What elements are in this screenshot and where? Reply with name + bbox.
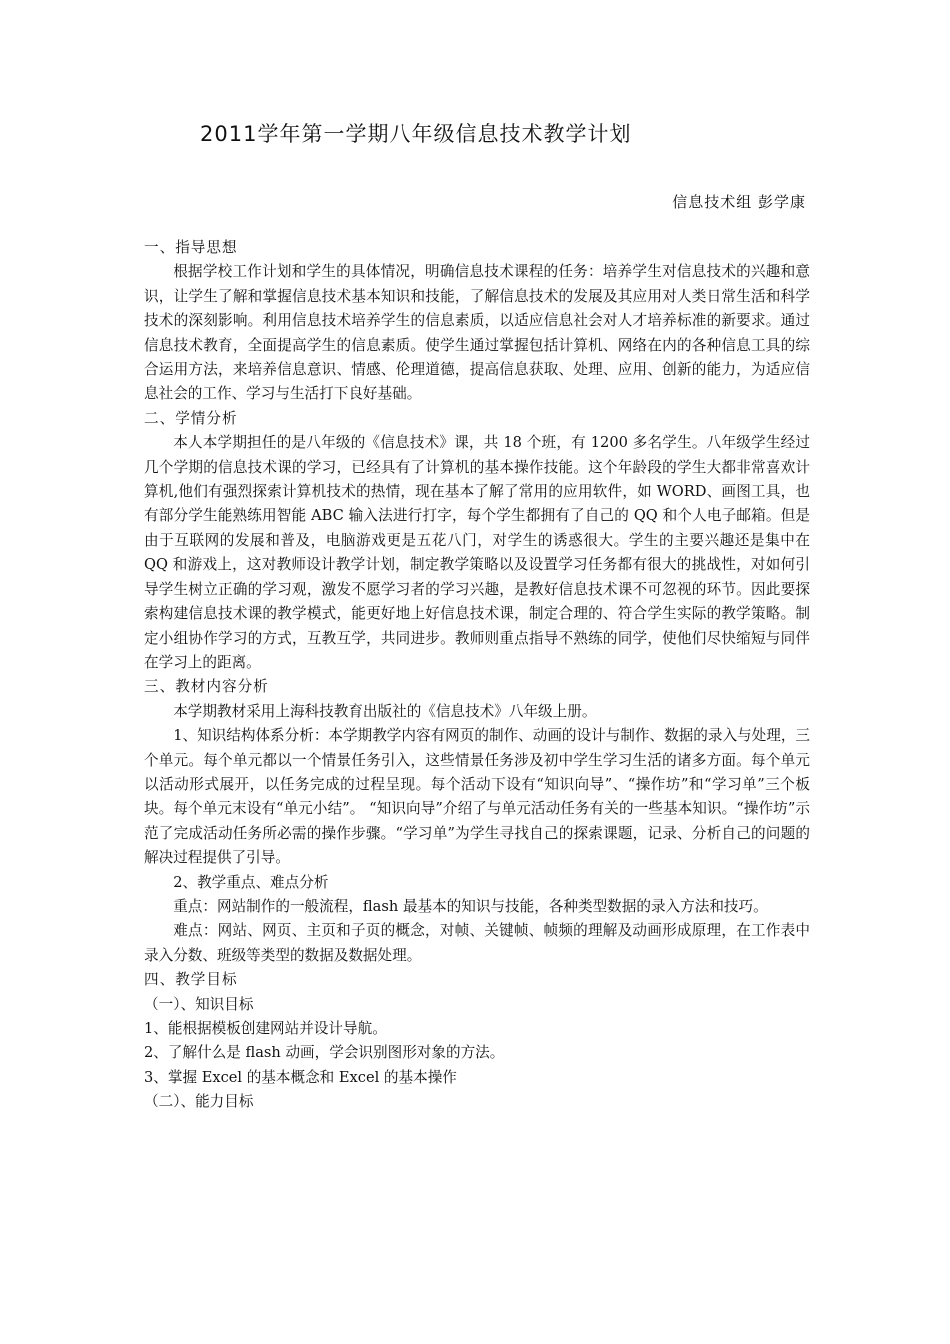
paragraph: 根据学校工作计划和学生的具体情况，明确信息技术课程的任务：培养学生对信息技术的兴趣和意识，让学生了解和掌握信息技术基本知识和技能，了解信息技术的发展及其应用对人类日常生活和科学技术的深刻影响。利用信息技术培养学生的信息素质，以适应信息社会对人才培养标准的新要求。通过信息技术教育，全面提高学生的信息素质。使学生通过掌握包括计算机、网络在内的各种信息工具的综合运用方法，来培养信息意识、情感、伦理道德，提高信息获取、处理、应用、创新的能力，为适应信息社会的工作、学习与生活打下良好基础。 bbox=[144, 263, 810, 403]
section-heading-teaching-goals: 四、教学目标 bbox=[144, 971, 238, 989]
list-line: （一）、知识目标 bbox=[144, 995, 254, 1013]
page-title: 2011学年第一学期八年级信息技术教学计划 bbox=[200, 122, 632, 146]
list-line: 2、了解什么是 flash 动画，学会识别图形对象的方法。 bbox=[144, 1044, 505, 1062]
paragraph: 2、教学重点、难点分析 bbox=[173, 873, 329, 891]
paragraph: 重点：网站制作的一般流程，flash 最基本的知识与技能，各种类型数据的录入方法和技巧。 bbox=[173, 897, 768, 915]
document-body bbox=[144, 236, 810, 1115]
list-line: （二）、能力目标 bbox=[144, 1093, 254, 1111]
author-line: 信息技术组 彭学康 bbox=[672, 193, 806, 211]
list-line: 1、能根据模板创建网站并设计导航。 bbox=[144, 1020, 387, 1037]
section-heading-textbook-analysis: 三、教材内容分析 bbox=[144, 678, 269, 696]
section-heading-guiding-ideology: 一、指导思想 bbox=[144, 239, 238, 256]
paragraph: 本学期教材采用上海科技教育出版社的《信息技术》八年级上册。 bbox=[173, 702, 597, 720]
list-line: 3、掌握 Excel 的基本概念和 Excel 的基本操作 bbox=[144, 1068, 457, 1086]
paragraph: 难点：网站、网页、主页和子页的概念，对帧、关键帧、帧频的理解及动画形成原理，在工作表中录入分数、班级等类型的数据及数据处理。 bbox=[144, 922, 810, 964]
section-heading-student-analysis: 二、学情分析 bbox=[144, 409, 238, 427]
paragraph: 本人本学期担任的是八年级的《信息技术》课，共 18 个班，有 1200 多名学生。八年级学生经过几个学期的信息技术课的学习，已经具有了计算机的基本操作技能。这个年龄段的学生大都非常喜欢计算机,他们有强烈探索计算机技术的热情，现在基本了解了常用的应用软件，如 WORD、画图工具，也有部分学生能熟练用智能 ABC 输入法进行打字，每个学生都拥有了自己的 QQ 和个人电子邮箱。但是由于互联网的发展和普及，电脑游戏更是五花八门，对学生的诱惑很大。学生的主要兴趣还是集中在 QQ 和游戏上，这对教师设计教学计划，制定教学策略以及设置学习任务都有很大的挑战性，对如何引导学生树立正确的学习观，激发不愿学习者的学习兴趣，是教好信息技术课不可忽视的环节。因此要探索构建信息技术课的教学模式，能更好地上好信息技术课，制定合理的、符合学生实际的教学策略。制定小组协作学习的方式，互教互学，共同进步。教师则重点指导不熟练的同学，使他们尽快缩短与同伴在学习上的距离。 bbox=[144, 434, 810, 671]
paragraph: 1、知识结构体系分析：本学期教学内容有网页的制作、动画的设计与制作、数据的录入与处理，三个单元。每个单元都以一个情景任务引入，这些情景任务涉及初中学生学习生活的诸多方面。每个单元以活动形式展开，以任务完成的过程呈现。每个活动下设有“知识向导”、“操作坊”和“学习单”三个板块。每个单元末设有“单元小结”。 “知识向导”介绍了与单元活动任务有关的一些基本知识。“操作坊”示范了完成活动任务所必需的操作步骤。“学习单”为学生寻找自己的探索课题，记录、分析自己的问题的解决过程提供了引导。 bbox=[144, 727, 811, 867]
